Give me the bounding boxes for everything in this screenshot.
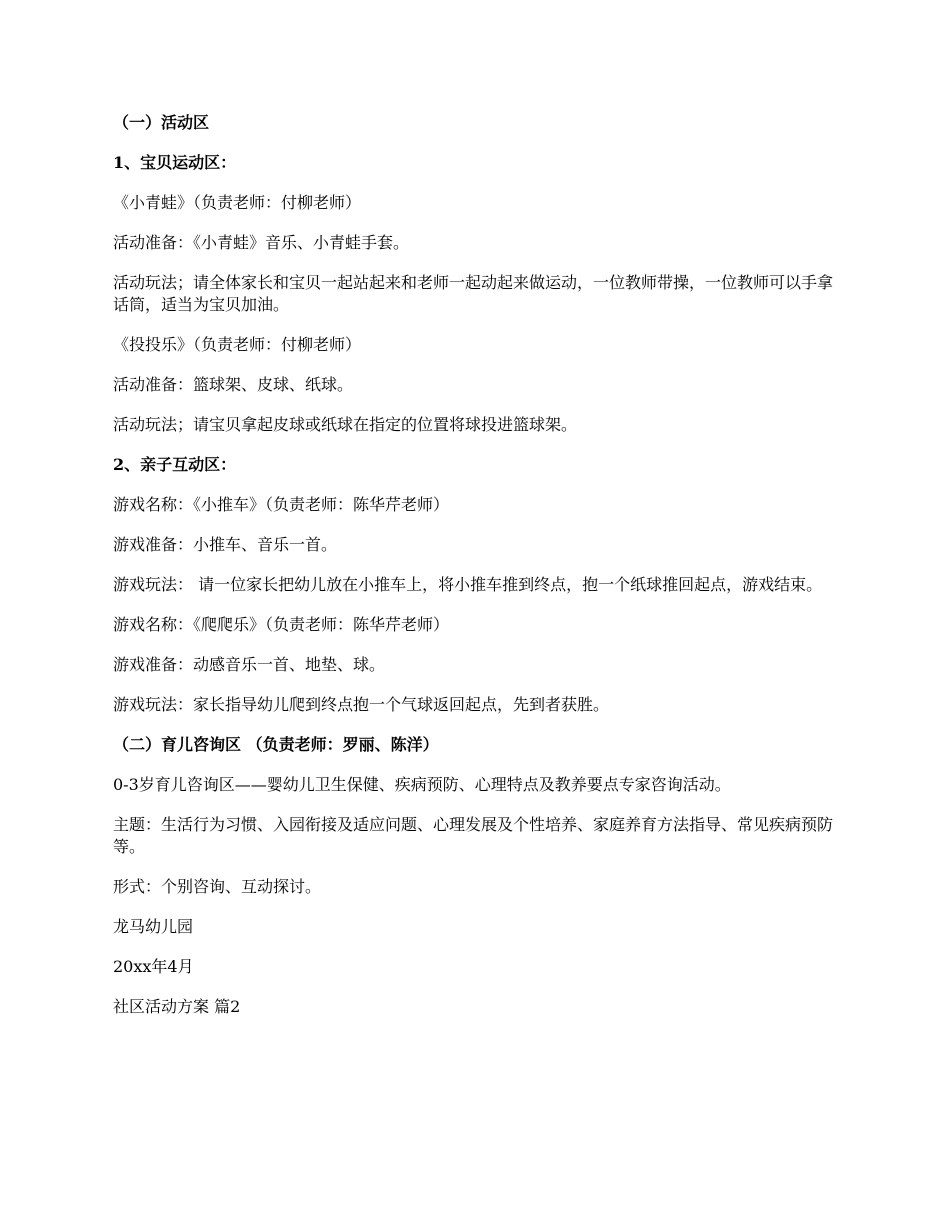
activity-title-throw-game: 《投投乐》（负责老师：付柳老师） (113, 335, 362, 354)
section-heading-activity-area: （一）活动区 (113, 113, 210, 132)
activity-method-throw-game: 活动玩法；请宝贝拿起皮球或纸球在指定的位置将球投进篮球架。 (113, 415, 578, 434)
section-heading-parenting-consultation: （二）育儿咨询区 （负责老师：罗丽、陈洋） (113, 735, 439, 754)
document-page (113, 112, 841, 1036)
game-preparation-crawl-game: 游戏准备：动感音乐一首、地垫、球。 (113, 655, 386, 674)
game-name-crawl-game: 游戏名称：《爬爬乐》（负责老师：陈华芹老师） (113, 615, 450, 634)
next-section-title: 社区活动方案 篇2 (113, 997, 241, 1016)
subheading-baby-sports-area: 1、宝贝运动区： (113, 153, 237, 172)
document-date: 20xx年4月 (113, 957, 194, 976)
activity-method-little-frog: 活动玩法；请全体家长和宝贝一起站起来和老师一起动起来做运动，一位教师带操，一位教师可以手拿话筒，适当为宝贝加油。 (113, 273, 834, 314)
game-preparation-small-cart: 游戏准备：小推车、音乐一首。 (113, 535, 338, 554)
activity-preparation-throw-game: 活动准备：篮球架、皮球、纸球。 (113, 375, 354, 394)
consultation-theme: 主题：生活行为习惯、入园衔接及适应问题、心理发展及个性培养、家庭养育方法指导、常见疾病预防等。 (113, 815, 834, 856)
organization-name: 龙马幼儿园 (113, 917, 194, 936)
subheading-parent-child-area: 2、亲子互动区： (113, 455, 237, 474)
game-name-small-cart: 游戏名称：《小推车》（负责老师：陈华芹老师） (113, 495, 450, 514)
consultation-description: 0-3岁育儿咨询区——婴幼儿卫生保健、疾病预防、心理特点及教养要点专家咨询活动。 (113, 775, 731, 794)
activity-title-little-frog: 《小青蛙》（负责老师：付柳老师） (113, 193, 362, 212)
game-method-small-cart: 游戏玩法： 请一位家长把幼儿放在小推车上，将小推车推到终点，抱一个纸球推回起点，游戏结束。 (113, 575, 823, 594)
consultation-format: 形式：个别咨询、互动探讨。 (113, 877, 322, 896)
activity-preparation-little-frog: 活动准备：《小青蛙》音乐、小青蛙手套。 (113, 233, 410, 252)
game-method-crawl-game: 游戏玩法：家长指导幼儿爬到终点抱一个气球返回起点，先到者获胜。 (113, 695, 610, 714)
